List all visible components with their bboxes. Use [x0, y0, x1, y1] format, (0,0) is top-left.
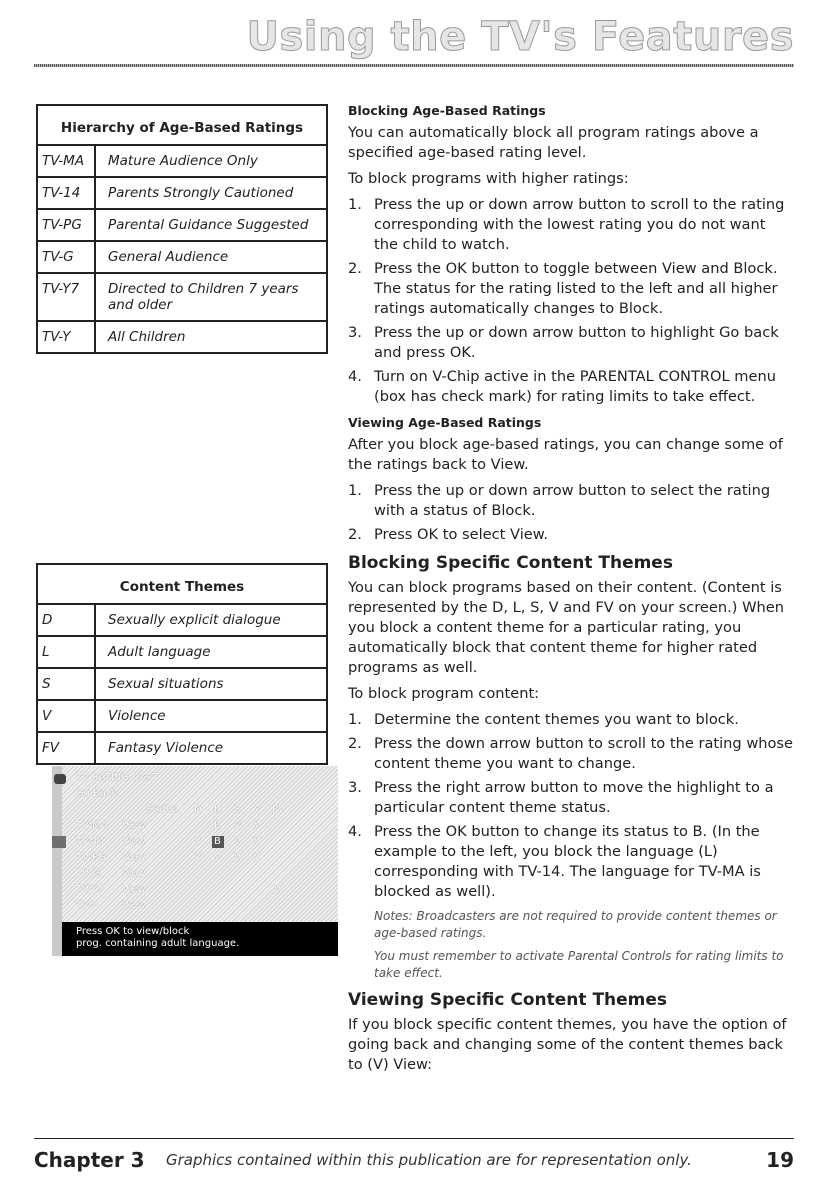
table-row: [37, 209, 327, 241]
status-value: View: [122, 868, 146, 879]
rating-desc: Directed to Children 7 years and older: [95, 273, 327, 321]
theme-status: V: [234, 836, 241, 847]
theme-status: B: [214, 820, 221, 831]
theme-desc: Adult language: [95, 636, 327, 668]
table-row: [37, 732, 327, 764]
tv-icon: [54, 774, 66, 784]
theme-status: V: [254, 852, 261, 863]
list-item: 3. Press the up or down arrow button to highlight Go back and press OK.: [348, 324, 779, 361]
main-text-column: [348, 101, 794, 1081]
theme-code: D: [37, 604, 95, 636]
screen-rating-row: [62, 884, 338, 898]
note: Notes: Broadcasters are not required to provide content themes or age-based ratings.: [374, 909, 777, 940]
theme-header: L: [214, 804, 220, 815]
theme-status: V: [254, 836, 261, 847]
section-heading: Viewing Specific Content Themes: [348, 990, 668, 1010]
screen-title: TV RATING LIMIT: [76, 772, 159, 783]
rating-desc: Mature Audience Only: [95, 145, 327, 177]
content-table-title: Content Themes: [37, 564, 327, 604]
theme-header: D: [194, 804, 202, 815]
status-value: View: [122, 836, 146, 847]
rating-code: TV-Y7: [37, 273, 95, 321]
selection-highlight: [52, 836, 66, 848]
screen-rating-row: [62, 836, 338, 850]
theme-desc: Sexual situations: [95, 668, 327, 700]
status-header: Status: [146, 804, 178, 815]
footer-rule: [34, 1138, 794, 1139]
status-value: View: [122, 884, 146, 895]
age-table-title: Hierarchy of Age-Based Ratings: [37, 105, 327, 145]
chapter-label: Chapter 3: [34, 1148, 145, 1172]
list-item: 4. Turn on V-Chip active in the PARENTAL CONTROL menu (box has check mark) for rating limits to take effect.: [348, 368, 776, 405]
rating-code: TV-MA: [37, 145, 95, 177]
theme-status: B: [214, 836, 221, 847]
table-row: [37, 636, 327, 668]
table-row: [37, 668, 327, 700]
list-item: 3. Press the right arrow button to move the highlight to a particular content theme status.: [348, 779, 774, 816]
list-item: 4. Press the OK button to change its status to B. (In the example to the left, you block the language (L) corresponding with TV-14. The language for TV-MA is blocked as well).: [348, 823, 761, 900]
page-header-title: Using the TV's Features: [246, 14, 794, 60]
tv-rating-limit-screen: [52, 766, 338, 956]
rating-desc: All Children: [95, 321, 327, 353]
screen-rating-row: [62, 868, 338, 882]
theme-status: V: [254, 820, 261, 831]
paragraph: To block program content:: [348, 685, 540, 702]
content-themes-table: [36, 563, 328, 765]
list-item: 2. Press OK to select View.: [348, 526, 548, 543]
theme-code: FV: [37, 732, 95, 764]
rating-label: TV-14: [76, 836, 105, 847]
paragraph: After you block age-based ratings, you can change some of the ratings back to View.: [348, 436, 783, 473]
paragraph: To block programs with higher ratings:: [348, 170, 629, 187]
list-item: 2. Press the down arrow button to scroll to the rating whose content theme you want to change.: [348, 735, 794, 772]
table-row: [37, 321, 327, 353]
rating-desc: Parents Strongly Cautioned: [95, 177, 327, 209]
message-line: prog. containing adult language.: [76, 938, 240, 949]
message-line: Press OK to view/block: [76, 926, 190, 937]
rating-label: TV-MA: [76, 820, 108, 831]
rating-code: TV-Y: [37, 321, 95, 353]
table-row: [37, 145, 327, 177]
theme-status: V: [234, 852, 241, 863]
status-value: View: [122, 852, 146, 863]
theme-desc: Violence: [95, 700, 327, 732]
rating-code: TV-PG: [37, 209, 95, 241]
note: You must remember to activate Parental Controls for rating limits to take effect.: [374, 949, 784, 980]
theme-code: S: [37, 668, 95, 700]
table-row: [37, 604, 327, 636]
rating-label: TV-Y7: [76, 884, 104, 895]
rating-desc: General Audience: [95, 241, 327, 273]
theme-desc: Fantasy Violence: [95, 732, 327, 764]
theme-header: V: [254, 804, 261, 815]
theme-status: V: [194, 852, 201, 863]
rating-label: TV-G: [76, 868, 101, 879]
rating-code: TV-G: [37, 241, 95, 273]
theme-desc: Sexually explicit dialogue: [95, 604, 327, 636]
section-heading: Viewing Age-Based Ratings: [348, 415, 542, 430]
theme-status: V: [234, 820, 241, 831]
age-ratings-table: [36, 104, 328, 354]
status-value: View: [122, 900, 146, 911]
table-row: [37, 700, 327, 732]
theme-status: V: [194, 836, 201, 847]
footer-caption: Graphics contained within this publication are for representation only.: [166, 1151, 692, 1169]
theme-header: FV: [272, 804, 285, 815]
list-item: 2. Press the OK button to toggle between View and Block. The status for the rating listed to the left and all higher ratings automatically changes to Block.: [348, 260, 778, 317]
paragraph: You can automatically block all program ratings above a specified age-based rating level.: [348, 124, 759, 161]
section-heading: Blocking Age-Based Ratings: [348, 103, 546, 118]
header-rule: [34, 64, 794, 67]
paragraph: You can block programs based on their content. (Content is represented by the D, L, S, V and FV on your screen.) When you block a content theme for a particular rating, you automatically block that content theme for higher rated programs as well.: [348, 579, 785, 676]
screen-rating-row: [62, 852, 338, 866]
theme-header: S: [234, 804, 241, 815]
theme-code: V: [37, 700, 95, 732]
go-back-item: Go Back: [76, 788, 118, 799]
screen-header-row: [62, 804, 338, 818]
theme-code: L: [37, 636, 95, 668]
rating-code: TV-14: [37, 177, 95, 209]
theme-status: V: [214, 852, 221, 863]
list-item: 1. Press the up or down arrow button to scroll to the rating corresponding with the lowest rating you do not want the child to watch.: [348, 196, 785, 253]
rating-label: TV-Y: [76, 900, 97, 911]
steps-list: [348, 710, 794, 902]
paragraph: If you block specific content themes, you have the option of going back and changing some of the content themes back to (V) View:: [348, 1016, 787, 1073]
status-value: View: [122, 820, 146, 831]
theme-status: V: [274, 884, 281, 895]
table-row: [37, 241, 327, 273]
page-number: 19: [766, 1148, 794, 1172]
section-heading: Blocking Specific Content Themes: [348, 553, 673, 573]
steps-list: [348, 195, 794, 407]
screen-message: [62, 922, 338, 956]
list-item: 1. Press the up or down arrow button to select the rating with a status of Block.: [348, 482, 771, 519]
steps-list: [348, 481, 794, 545]
screen-rating-row: [62, 900, 338, 914]
table-row: [37, 177, 327, 209]
rating-label: TV-PG: [76, 852, 106, 863]
rating-desc: Parental Guidance Suggested: [95, 209, 327, 241]
screen-rating-row: [62, 820, 338, 834]
list-item: 1. Determine the content themes you want to block.: [348, 711, 739, 728]
table-row: [37, 273, 327, 321]
